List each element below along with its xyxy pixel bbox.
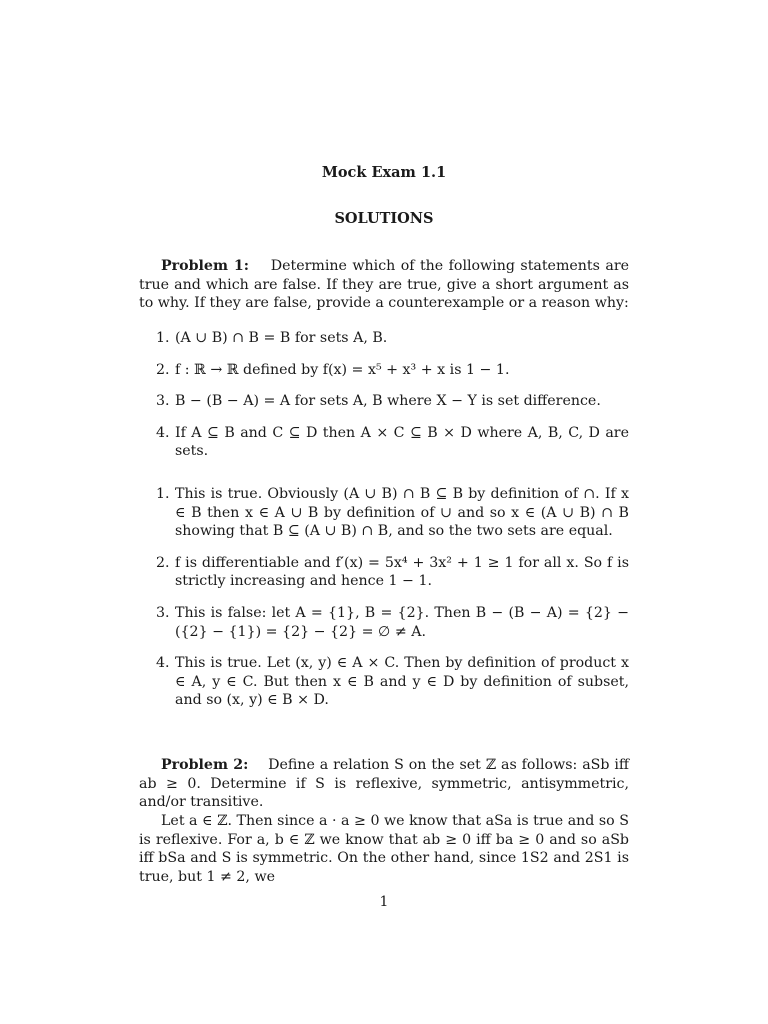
answer-item: [139, 604, 629, 641]
statement-text: f : ℝ → ℝ defined by f(x) = x⁵ + x³ + x is 1 − 1.: [175, 361, 510, 378]
solutions-heading: SOLUTIONS: [334, 210, 434, 227]
answer-text: f is differentiable and f′(x) = 5x⁴ + 3x² + 1 ≥ 1 for all x. So f is strictly increasing and hence 1 − 1.: [175, 554, 629, 590]
problem-2-text: Define a relation S on the set ℤ as follows: aSb iff ab ≥ 0. Determine if S is reflexive, symmetric, antisymmetric, and/or transitive.: [139, 757, 629, 811]
answer-number: 4.: [156, 655, 170, 672]
statement-text: B − (B − A) = A for sets A, B where X − Y is set difference.: [175, 393, 601, 410]
statement-text: (A ∪ B) ∩ B = B for sets A, B.: [175, 330, 388, 346]
problem-2-prompt: [139, 756, 629, 812]
statement-number: 2.: [156, 361, 170, 378]
problem-1-text: Determine which of the following statements are true and which are false. If they are true, give a short argument as to why. If they are false, provide a counterexample or a reason why:: [139, 258, 629, 312]
problem-1-statements: [139, 329, 629, 461]
answer-item: [139, 654, 629, 710]
answer-text: This is true. Obviously (A ∪ B) ∩ B ⊆ B by definition of ∩. If x ∈ B then x ∈ A ∪ B by definition of ∪ and so x ∈ (A ∪ B) ∩ B showing that B ⊆ (A ∪ B) ∩ B, and so the two sets are equal.: [175, 486, 629, 540]
statement-text: If A ⊆ B and C ⊆ D then A × C ⊆ B × D where A, B, C, D are sets.: [175, 424, 629, 460]
statement-item: [139, 361, 629, 380]
statement-number: 3.: [156, 393, 170, 410]
problem-1-answers: [139, 485, 629, 710]
statement-item: [139, 424, 629, 461]
answer-text: This is false: let A = {1}, B = {2}. Then B − (B − A) = {2} − ({2} − {1}) = {2} − {2} = ∅ ≠ A.: [175, 604, 629, 640]
problem-2-label: Problem 2:: [161, 757, 249, 773]
answer-number: 2.: [156, 554, 170, 571]
statement-number: 4.: [156, 424, 170, 441]
statement-item: [139, 392, 629, 411]
answer-text: This is true. Let (x, y) ∈ A × C. Then by definition of product x ∈ A, y ∈ C. But then x ∈ B and y ∈ D by definition of subset, and so (x, y) ∈ B × D.: [175, 655, 629, 709]
exam-title: Mock Exam 1.1: [321, 164, 447, 181]
answer-number: 1.: [156, 486, 170, 502]
problem-1-prompt: [139, 257, 629, 313]
page-number: 1: [379, 894, 389, 910]
statement-item: [139, 329, 629, 348]
statement-number: 1.: [156, 330, 170, 346]
answer-item: [139, 485, 629, 541]
answer-number: 3.: [156, 604, 170, 621]
problem-1-label: Problem 1:: [161, 258, 249, 274]
problem-2-answer: Let a ∈ ℤ. Then since a · a ≥ 0 we know that aSa is true and so S is reflexive. For a, b ∈ ℤ we know that ab ≥ 0 iff ba ≥ 0 and so aSb iff bSa and S is symmetric. On the other hand, since 1S2 and 2S1 is true, but 1 ≠ 2, we: [139, 813, 629, 885]
answer-item: [139, 554, 629, 591]
